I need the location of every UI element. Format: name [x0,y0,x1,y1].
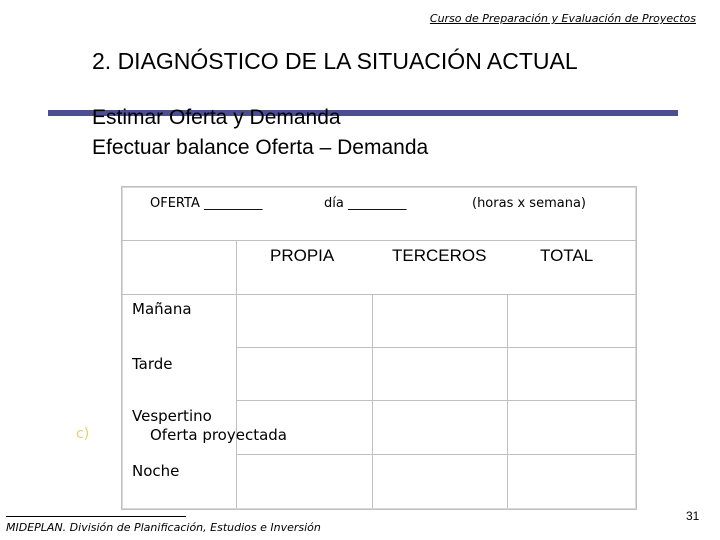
col-header-propia: PROPIA [270,246,335,265]
table-line-header [121,240,636,241]
bullet-balance: Efectuar balance Oferta – Demanda [92,136,429,159]
table-line-row3 [236,400,636,401]
units-label: (horas x semana) [472,196,586,211]
col-header-total: TOTAL [540,246,594,265]
table-col-divider-1 [236,240,237,508]
side-item-label: c) [76,426,90,442]
row-label-tarde: Tarde [132,355,173,373]
bullet-estimar: Estimar Oferta y Demanda [92,106,341,129]
table-col-divider-2 [372,294,373,508]
course-header: Curso de Preparación y Evaluación de Proyectos [429,12,696,25]
row-label-vespertino: Vespertino [132,407,212,425]
projected-label: Oferta proyectada [150,426,287,444]
table-line-row2 [236,347,636,348]
table-col-divider-3 [507,294,508,508]
table-line-row1 [121,294,636,295]
oferta-label: OFERTA _________ [150,196,263,211]
col-header-terceros: TERCEROS [392,246,487,265]
footer-rule [6,516,186,517]
row-label-noche: Noche [132,462,180,480]
footer-text: MIDEPLAN. División de Planificación, Estudios e Inversión [6,521,321,534]
row-label-manana: Mañana [132,300,192,318]
dia-label: día _________ [324,196,407,211]
page-number: 31 [686,509,700,523]
oferta-table [121,186,637,510]
table-line-row4 [236,454,636,455]
section-title: 2. DIAGNÓSTICO DE LA SITUACIÓN ACTUAL [92,48,578,74]
